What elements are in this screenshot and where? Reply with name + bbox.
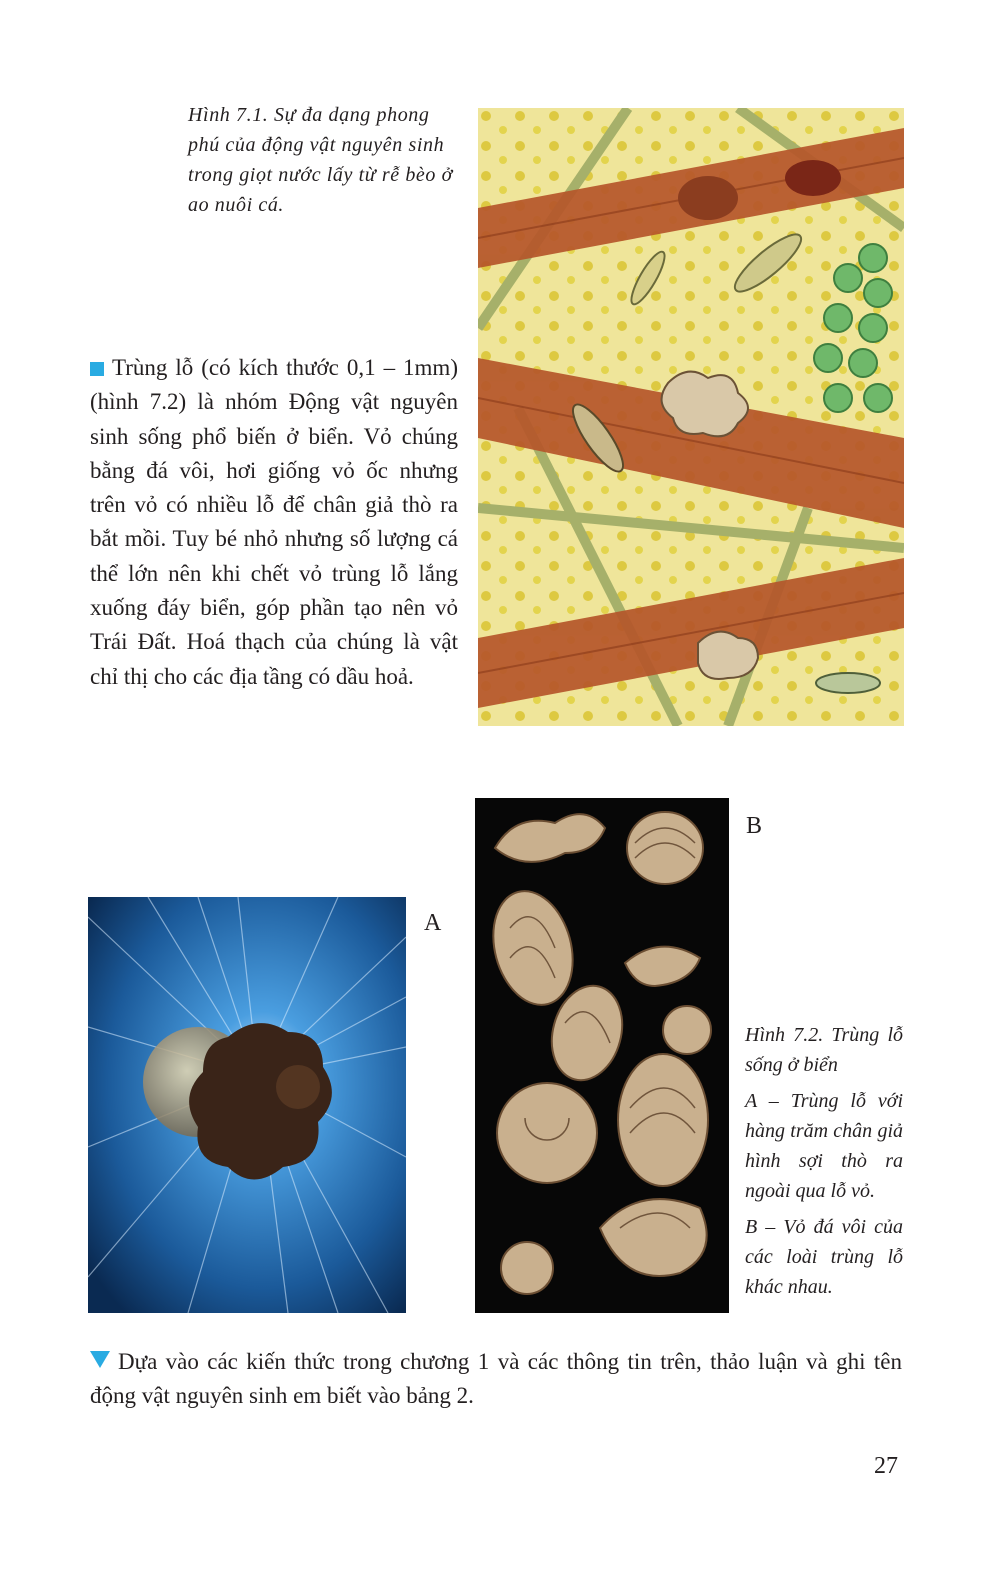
task-instruction [90, 1345, 902, 1414]
square-bullet-icon [90, 362, 104, 376]
figure-7-2-label-b: B [746, 813, 763, 839]
trung-lo-paragraph [90, 351, 458, 694]
figure-7-2b-image [475, 798, 729, 1313]
triangle-bullet-icon [90, 1351, 110, 1368]
figure-7-2-caption-title: Hình 7.2. Trùng lỗ sống ở biển [745, 1024, 903, 1076]
trung-lo-text: Trùng lỗ (có kích thước 0,1 – 1mm) (hình 7.2) là nhóm Động vật nguyên sinh sống phổ biến ở biển. Vỏ chúng bằng đá vôi, hơi giống vỏ ốc nhưng trên vỏ có nhiều lỗ để chân giả thò ra bắt mồi. Tuy bé nhỏ nhưng số lượng cá thể lớn nên khi chết vỏ trùng lỗ lắng xuống đáy biển, góp phần tạo nên vỏ Trái Đất. Hoá thạch của chúng là vật chỉ thị cho các địa tầng có dầu hoả. [90, 355, 458, 689]
figure-7-2-caption-b: B – Vỏ đá vôi của các loài trùng lỗ khác nhau. [745, 1216, 903, 1298]
page-number: 27 [874, 1453, 898, 1479]
figure-7-2-caption [745, 1020, 903, 1302]
figure-7-2-caption-a: A – Trùng lỗ với hàng trăm chân giả hình sợi thò ra ngoài qua lỗ vỏ. [745, 1090, 903, 1202]
figure-7-1-image [478, 108, 904, 726]
figure-7-1-caption: Hình 7.1. Sự đa dạng phong phú của động vật nguyên sinh trong giọt nước lấy từ rễ bèo ở ao nuôi cá. [188, 104, 453, 216]
figure-7-2a-image [88, 897, 406, 1313]
figure-7-2-label-a: A [424, 910, 442, 936]
task-text: Dựa vào các kiến thức trong chương 1 và các thông tin trên, thảo luận và ghi tên động vật nguyên sinh em biết vào bảng 2. [90, 1349, 902, 1409]
